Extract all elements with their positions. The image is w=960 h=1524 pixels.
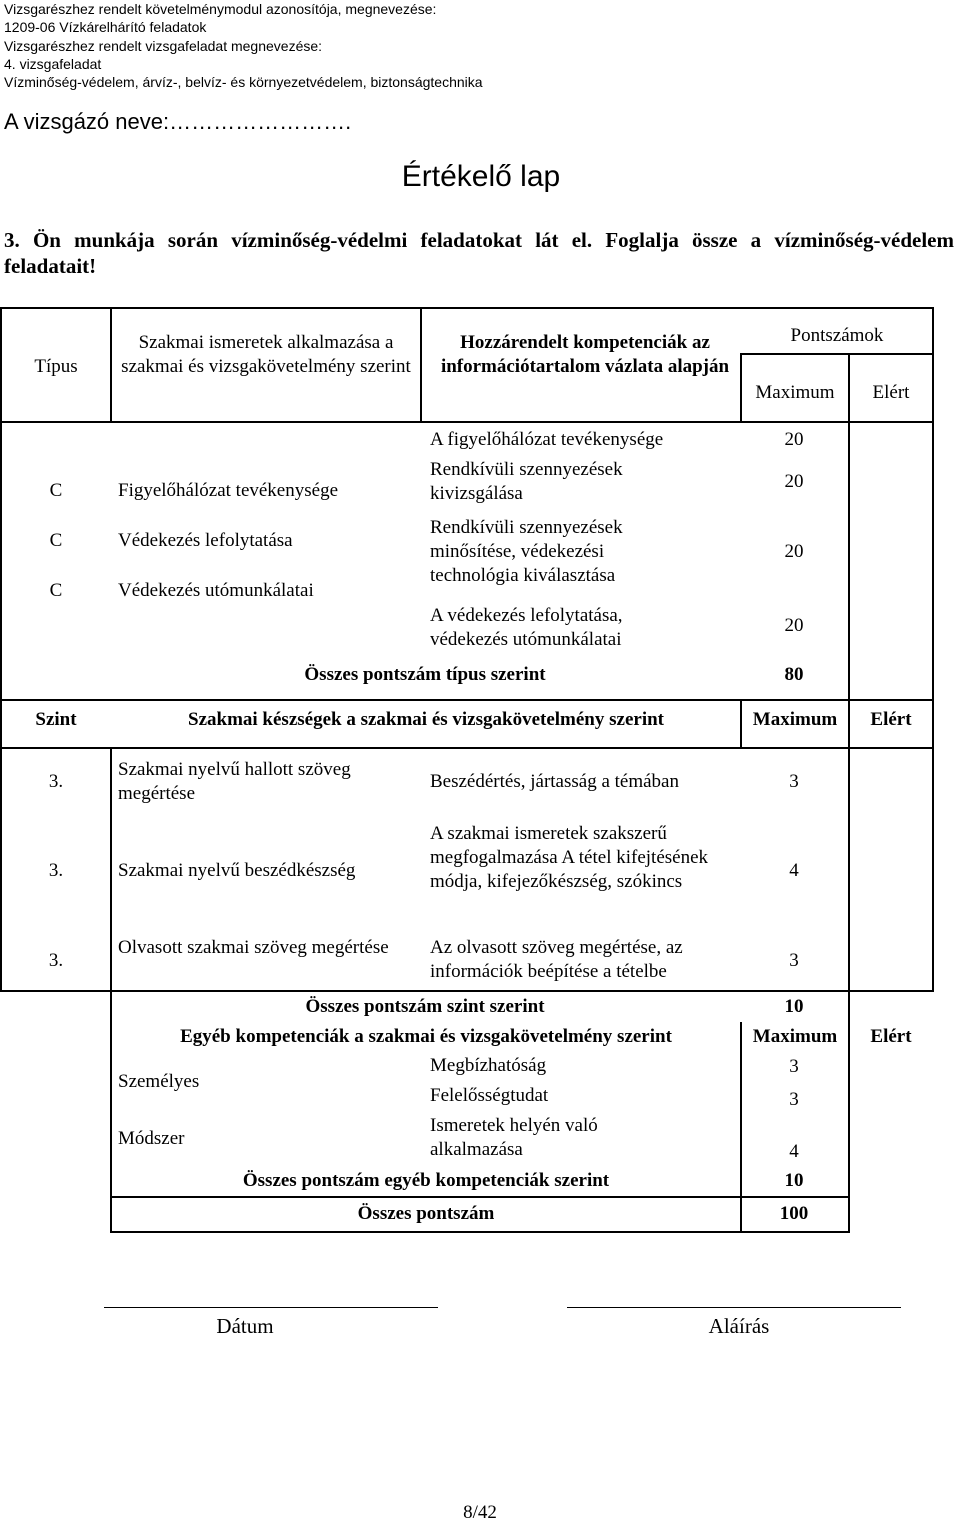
candidate-name-line: A vizsgázó neve:……………………. xyxy=(4,109,352,134)
document-header xyxy=(4,0,483,91)
column-header-competencies: Hozzárendelt kompetenciák az információtartalom vázlata alapján xyxy=(440,332,730,377)
skill-cell: Szakmai nyelvű beszédkészség xyxy=(118,860,356,881)
skills-section-title: Szakmai készségek a szakmai és vizsgakövetelmény szerint xyxy=(188,709,664,730)
level-total-label: Összes pontszám szint szerint xyxy=(305,996,545,1017)
table-border xyxy=(740,353,934,355)
table-border xyxy=(0,699,934,701)
header-line: 4. vizsgafeladat xyxy=(4,55,102,72)
page-number: 8/42 xyxy=(463,1502,497,1523)
table-border xyxy=(0,747,934,749)
competency-cell: A szakmai ismeretek szakszerű megfogalmazása A tétel kifejtésének módja, kifejezőkészség, szókincs xyxy=(430,823,709,892)
type-cell: C xyxy=(49,530,63,551)
page-title-text: Értékelő lap xyxy=(401,160,561,193)
competency-cell: A figyelőhálózat tevékenysége xyxy=(430,429,664,450)
max-points-cell: 4 xyxy=(789,1141,799,1162)
level-cell: 3. xyxy=(48,950,64,971)
signature-line xyxy=(567,1307,901,1308)
table-border xyxy=(0,307,934,309)
type-total-value: 80 xyxy=(784,664,804,685)
column-header-max: Maximum xyxy=(752,709,838,730)
competency-cell: Megbízhatóság xyxy=(430,1055,547,1076)
header-line: Vizsgarészhez rendelt követelménymodul azonosítója, megnevezése: xyxy=(4,1,437,17)
table-border xyxy=(0,990,934,992)
level-cell: 3. xyxy=(48,771,64,792)
other-total-value: 10 xyxy=(784,1170,804,1191)
competency-cell: Beszédértés, jártasság a témában xyxy=(430,771,679,792)
competency-cell: Rendkívüli szennyezések kivizsgálása xyxy=(430,459,623,504)
knowledge-cell: Figyelőhálózat tevékenysége xyxy=(118,480,339,501)
max-points-cell: 20 xyxy=(784,429,804,450)
column-header-application: Szakmai ismeretek alkalmazása a szakmai és vizsgakövetelmény szerint xyxy=(121,332,411,377)
competency-cell: Ismeretek helyén való alkalmazása xyxy=(430,1115,598,1160)
skill-cell: Szakmai nyelvű hallott szöveg megértése xyxy=(118,759,351,804)
competency-group: Módszer xyxy=(118,1128,185,1149)
column-header-achieved: Elért xyxy=(870,1026,912,1047)
column-header-level: Szint xyxy=(35,709,77,730)
table-border xyxy=(110,1231,850,1233)
signature-label: Aláírás xyxy=(708,1314,770,1338)
competency-cell: Rendkívüli szennyezések minősítése, védekezési technológia kiválasztása xyxy=(430,517,623,586)
task-text: 3. Ön munkája során vízminőség-védelmi feladatokat lát el. Foglalja össze a vízminőség-védelem feladatait! xyxy=(4,228,954,278)
max-points-cell: 20 xyxy=(784,541,804,562)
table-border xyxy=(0,421,934,423)
max-points-cell: 3 xyxy=(789,1056,799,1077)
page-title xyxy=(0,160,960,194)
column-header-achieved: Elért xyxy=(872,382,910,403)
skill-cell: Olvasott szakmai szöveg megértése xyxy=(118,937,389,958)
date-label: Dátum xyxy=(216,1314,274,1338)
column-header-achieved: Elért xyxy=(870,709,912,730)
other-total-label: Összes pontszám egyéb kompetenciák szerint xyxy=(242,1170,610,1191)
level-total-value: 10 xyxy=(784,996,804,1017)
max-points-cell: 3 xyxy=(789,1089,799,1110)
knowledge-cell: Védekezés lefolytatása xyxy=(118,530,293,551)
table-border xyxy=(110,747,112,992)
competency-cell: Felelősségtudat xyxy=(430,1085,549,1106)
type-cell: C xyxy=(49,580,63,601)
header-line: 1209-06 Vízkárelhárító feladatok xyxy=(4,19,207,36)
date-line xyxy=(104,1307,438,1308)
column-header-type: Típus xyxy=(34,356,78,377)
table-border xyxy=(0,307,2,992)
knowledge-cell: Védekezés utómunkálatai xyxy=(118,580,314,601)
max-points-cell: 4 xyxy=(789,860,799,881)
competency-cell: A védekezés lefolytatása, védekezés utómunkálatai xyxy=(430,605,623,650)
table-border xyxy=(932,307,934,992)
grand-total-label: Összes pontszám xyxy=(357,1203,495,1224)
competency-group: Személyes xyxy=(118,1071,200,1092)
max-points-cell: 20 xyxy=(784,615,804,636)
table-border xyxy=(848,421,850,992)
grand-total-value: 100 xyxy=(779,1203,809,1224)
column-header-max: Maximum xyxy=(755,382,835,403)
max-points-cell: 3 xyxy=(789,950,799,971)
table-border xyxy=(420,307,422,423)
type-total-label: Összes pontszám típus szerint xyxy=(304,664,546,685)
type-cell: C xyxy=(49,480,63,501)
competency-cell: Az olvasott szöveg megértése, az információk beépítése a tételbe xyxy=(430,937,683,982)
other-section-title: Egyéb kompetenciák a szakmai és vizsgakövetelmény szerint xyxy=(180,1026,672,1047)
header-line: Vízminőség-védelem, árvíz-, belvíz- és környezetvédelem, biztonságtechnika xyxy=(4,74,483,91)
column-header-points: Pontszámok xyxy=(790,325,884,346)
column-header-max: Maximum xyxy=(752,1026,838,1047)
level-cell: 3. xyxy=(48,860,64,881)
max-points-cell: 3 xyxy=(789,771,799,792)
max-points-cell: 20 xyxy=(784,471,804,492)
header-line: Vizsgarészhez rendelt vizsgafeladat megnevezése: xyxy=(4,37,323,54)
table-border xyxy=(110,1196,850,1198)
